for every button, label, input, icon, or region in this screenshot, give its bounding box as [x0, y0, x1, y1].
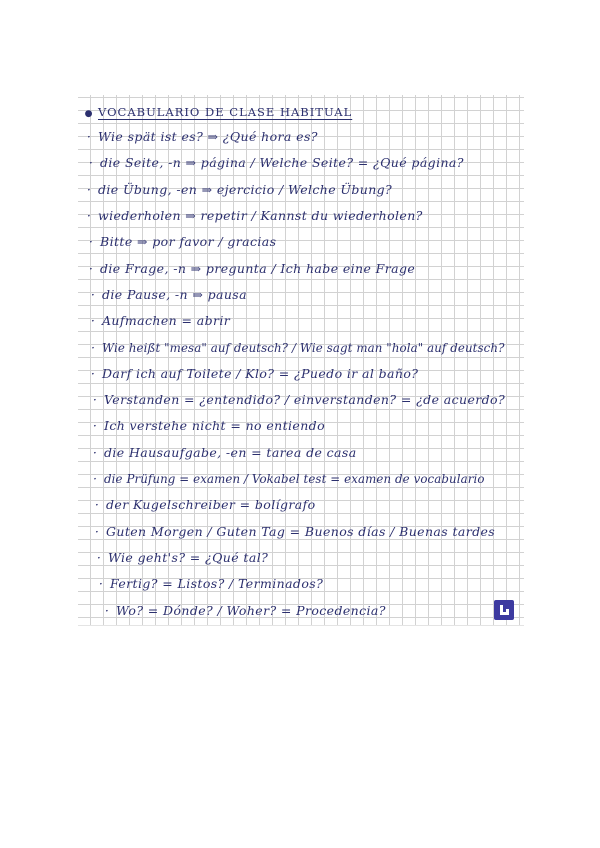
bullet-icon: · [96, 550, 102, 565]
bullet-icon: · [93, 472, 97, 486]
bullet-icon: · [98, 576, 104, 591]
list-item: · Ich verstehe nicht = no entiendo [90, 415, 325, 437]
list-item: · Darf ich auf Toilete / Klo? = ¿Puedo ir al baño? [88, 363, 418, 385]
bullet-icon: · [92, 392, 98, 407]
bullet-icon: · [91, 341, 95, 355]
bullet-icon: · [94, 497, 100, 512]
bullet-icon: · [88, 234, 94, 249]
bullet-icon: · [88, 261, 94, 276]
bullet-icon: · [104, 603, 110, 618]
list-item: · Guten Morgen / Guten Tag = Buenos días / Buenas tardes [92, 521, 495, 543]
list-item: · die Frage, -n ⇒ pregunta / Ich habe eine Frage [86, 258, 415, 280]
grid-paper-sheet [78, 95, 524, 625]
bullet-icon: · [92, 445, 98, 460]
list-item: · die Hausaufgabe, -en = tarea de casa [90, 442, 357, 464]
list-item: · Wo? = Dónde? / Woher? = Procedencia? [102, 600, 386, 622]
list-item: · Bitte ⇒ por favor / gracias [86, 231, 276, 253]
list-item: · die Seite, -n ⇒ página / Welche Seite? = ¿Qué página? [86, 152, 464, 174]
list-item: · Fertig? = Listos? / Terminados? [96, 573, 323, 595]
list-item: · Wie heißt "mesa" auf deutsch? / Wie sagt man "hola" auf deutsch? [88, 337, 505, 359]
bullet-icon: ● [84, 109, 94, 119]
bullet-icon: · [90, 287, 96, 302]
list-item: · die Übung, -en ⇒ ejercicio / Welche Übung? [84, 179, 392, 201]
bullet-icon: · [86, 182, 92, 197]
bullet-icon: · [86, 129, 92, 144]
bullet-icon: · [92, 418, 98, 433]
app-logo-icon [494, 600, 514, 620]
list-item: · Wie geht's? = ¿Qué tal? [94, 547, 268, 569]
list-item: · der Kugelschreiber = bolígrafo [92, 494, 316, 516]
bullet-icon: · [94, 524, 100, 539]
list-item: · wiederholen ⇒ repetir / Kannst du wiederholen? [84, 205, 423, 227]
list-item: · die Pause, -n ⇒ pausa [88, 284, 247, 306]
bullet-icon: · [90, 313, 96, 328]
notes-heading: ● VOCABULARIO DE CLASE HABITUAL [84, 101, 352, 123]
list-item: · Verstanden = ¿entendido? / einverstanden? = ¿de acuerdo? [90, 389, 505, 411]
bullet-icon: · [88, 155, 94, 170]
list-item: · Aufmachen = abrir [88, 310, 230, 332]
bullet-icon: · [86, 208, 92, 223]
logo-mark-icon [494, 600, 514, 620]
sheet-bottom-edge [78, 625, 524, 626]
list-item: · die Prüfung = examen / Vokabel test = examen de vocabulario [90, 468, 485, 490]
list-item: · Wie spät ist es? ⇒ ¿Qué hora es? [84, 126, 318, 148]
bullet-icon: · [90, 366, 96, 381]
